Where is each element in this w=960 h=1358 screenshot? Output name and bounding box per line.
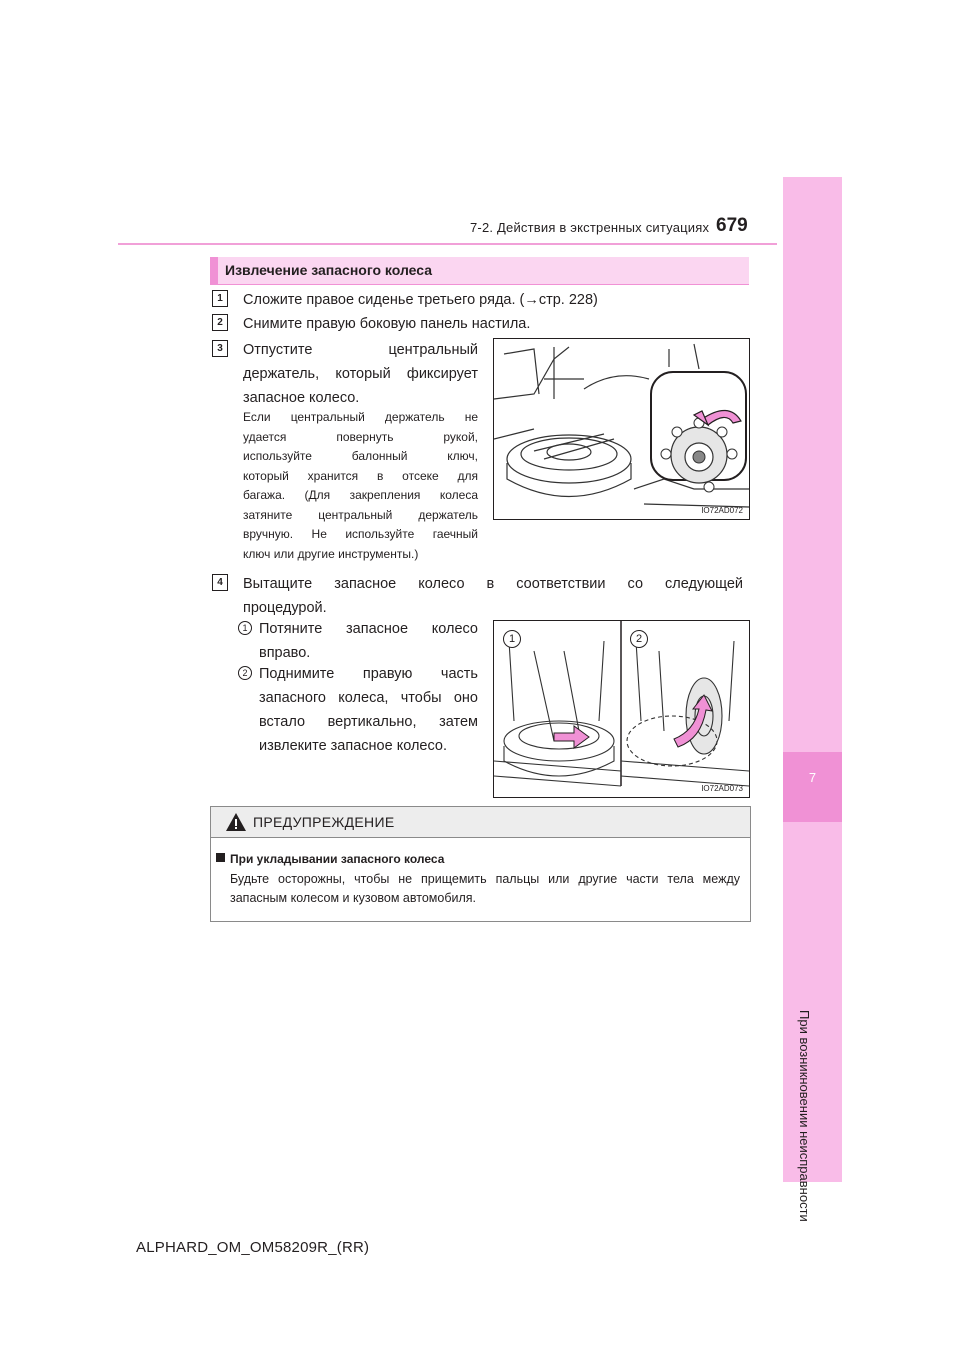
document-footer: ALPHARD_OM_OM58209R_(RR) [136,1239,370,1256]
step-number-3: 3 [212,340,228,357]
note-line: используйте балонный ключ, [243,449,478,463]
step-number-2: 2 [212,314,228,331]
step-3-text [243,338,478,410]
step-4-text [243,572,743,620]
step-4-line: процедурой. [243,600,327,616]
illustration-drawing [494,621,749,797]
section-heading: Извлечение запасного колеса [225,262,433,278]
substep-1-line: вправо. [259,645,311,661]
section-heading-accent [210,257,218,284]
substep-1-text [259,617,478,665]
step-3-line: запасное колесо. [243,390,360,406]
figure-code-1: IO72AD072 [701,506,743,515]
bullet-square-icon [216,853,225,862]
step-3-line: держатель, который фиксирует [243,366,478,382]
warning-title: ПРЕДУПРЕЖДЕНИЕ [253,814,395,830]
page-number: 679 [716,215,748,236]
header-rule [118,243,777,245]
substep-2-line: встало вертикально, затем [259,714,478,730]
running-header-section: 7-2. Действия в экстренных ситуациях [470,220,710,235]
substep-number-2: 2 [238,666,252,680]
note-line: багажа. (Для закрепления колеса [243,488,478,502]
note-line: затяните центральный держатель [243,507,478,522]
chapter-title-vertical: При возникновении неисправности [797,1010,812,1222]
illustration-drawing [494,339,749,519]
substep-2-line: извлеките запасное колесо. [259,738,447,754]
step-4-line: Вытащите запасное колесо в соответствии со следующей [243,576,743,592]
substep-2-line: Поднимите правую часть [259,666,478,682]
substep-number-1: 1 [238,621,252,635]
step-1-text: Сложите правое сиденье третьего ряда. (→стр. 228) [243,292,598,308]
note-line: который хранится в отсеке для [243,468,478,483]
spare-wheel-removal-illustration [493,620,750,798]
note-line: удается повернуть рукой, [243,429,478,444]
substep-1-line: Потяните запасное колесо [259,621,478,637]
step-2-text: Снимите правую боковую панель настила. [243,316,531,332]
section-heading-underline [210,284,749,285]
chapter-number-block [783,752,842,822]
figure-label-1: 1 [503,630,521,648]
substep-2-line: запасного колеса, чтобы оно [259,690,478,706]
step-number-1: 1 [212,290,228,307]
substep-2-text [259,662,478,758]
note-line: ключ или другие инструменты.) [243,546,419,561]
step-3-line: Отпустите центральный [243,342,478,358]
step-number-4: 4 [212,574,228,591]
chapter-number: 7 [808,770,817,785]
warning-triangle-icon [226,813,246,831]
note-line: вручную. Не используйте гаечный [243,527,478,541]
chapter-side-tab [783,177,842,1182]
note-line: Если центральный держатель не [243,410,478,424]
figure-code-2: IO72AD073 [701,784,743,793]
warning-text: Будьте осторожны, чтобы не прищемить пальцы или другие части тела между запасным колесом и кузовом автомобиля. [230,872,740,905]
spare-wheel-holder-illustration [493,338,750,520]
warning-subheading: При укладывании запасного колеса [230,852,445,866]
step-3-note [243,408,478,564]
figure-label-2: 2 [630,630,648,648]
